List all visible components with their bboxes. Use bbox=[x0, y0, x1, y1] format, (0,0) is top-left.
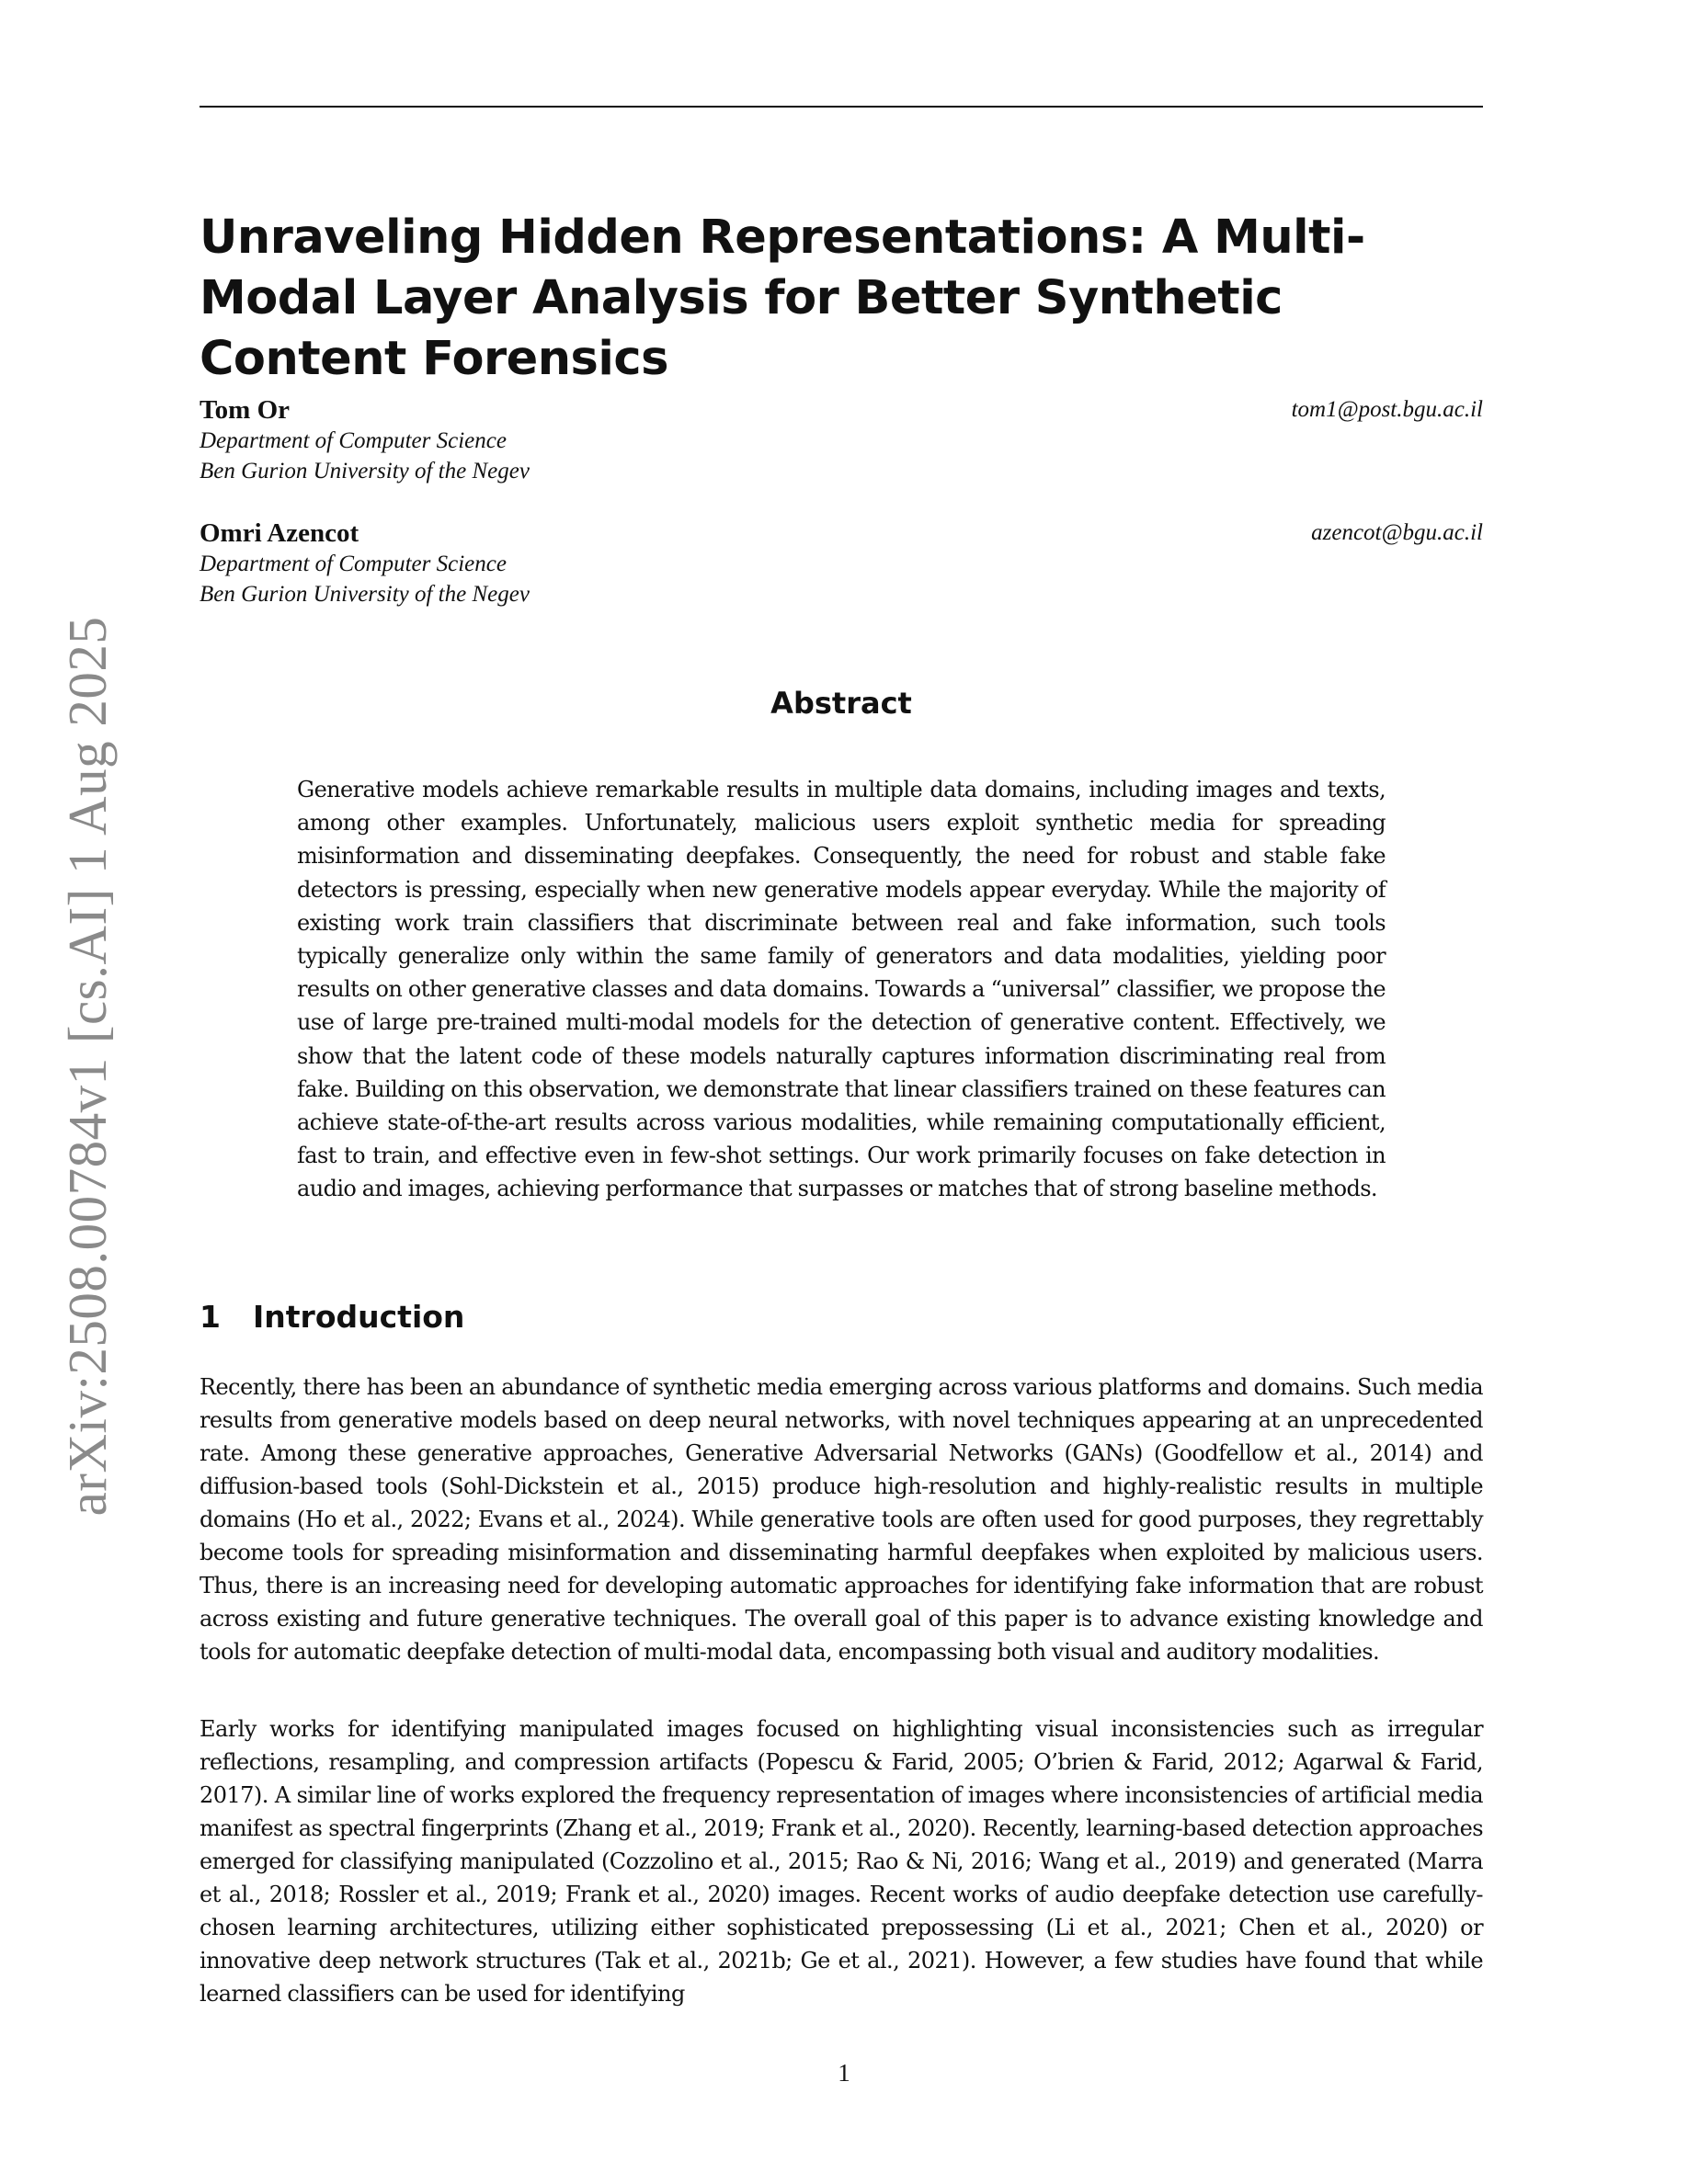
author-email: azencot@bgu.ac.il bbox=[1311, 520, 1483, 545]
section-number: 1 bbox=[200, 1299, 221, 1335]
author-name: Tom Or bbox=[200, 395, 291, 425]
section-heading bbox=[200, 1299, 464, 1336]
author-department: Department of Computer Science bbox=[200, 552, 507, 576]
author-name: Omri Azencot bbox=[200, 518, 359, 548]
author-block-2 bbox=[200, 518, 1483, 609]
section-title: Introduction bbox=[253, 1299, 465, 1335]
intro-paragraph-1: Recently, there has been an abundance of synthetic media emerging across various platforms and domains. Such media results from generative models based on deep neural networks, with novel techniques appearing at an unprecedented rate. Among these generative approaches, Generative Adversarial Networks (GANs) (Goodfellow et al., 2014) and diffusion-based tools (Sohl-Dickstein et al., 2015) produce high-resolution and highly-realistic results in multiple domains (Ho et al., 2022; Evans et al., 2024). While generative tools are often used for good purposes, they regrettably become tools for spreading misinformation and disseminating harmful deepfakes when exploited by malicious users. Thus, there is an increasing need for developing automatic approaches for identifying fake information that are robust across existing and future generative techniques. The overall goal of this paper is to advance existing knowledge and tools for automatic deepfake detection of multi-modal data, encompassing both visual and auditory modalities. bbox=[200, 1374, 1483, 1665]
author-institution: Ben Gurion University of the Negev bbox=[200, 459, 530, 483]
author-institution: Ben Gurion University of the Negev bbox=[200, 582, 530, 607]
page-number: 1 bbox=[838, 2059, 850, 2087]
author-department: Department of Computer Science bbox=[200, 428, 507, 453]
author-email: tom1@post.bgu.ac.il bbox=[1291, 397, 1483, 422]
abstract-text: Generative models achieve remarkable results in multiple data domains, including images and texts, among other examples. Unfortunately, malicious users exploit synthetic media for spreading misinformation and disseminating deepfakes. Consequently, the need for robust and stable fake detectors is pressing, especially when new generative models appear everyday. While the majority of existing work train classifiers that discriminate between real and fake information, such tools typically generalize only within the same family of generators and data modalities, yielding poor results on other generative classes and data domains. Towards a “universal” classifier, we propose the use of large pre-trained multi-modal models for the detection of generative content. Effectively, we show that the latent code of these models naturally captures information discriminating real from fake. Building on this observation, we demonstrate that linear classifiers trained on these features can achieve state-of-the-art results across various modalities, while remaining computationally efficient, fast to train, and effective even in few-shot settings. Our work primarily focuses on fake detection in audio and images, achieving performance that surpasses or matches that of strong baseline methods. bbox=[297, 777, 1386, 1202]
abstract-heading: Abstract bbox=[770, 686, 912, 721]
arxiv-identifier: arXiv:2508.00784v1 [cs.AI] 1 Aug 2025 bbox=[57, 616, 118, 1517]
author-block-1 bbox=[200, 394, 1483, 486]
paper-title: Unraveling Hidden Representations: A Multi-Modal Layer Analysis for Better Synthetic Content Forensics bbox=[200, 210, 1365, 386]
intro-paragraph-2: Early works for identifying manipulated images focused on highlighting visual inconsistencies such as irregular reflections, resampling, and compression artifacts (Popescu & Farid, 2005; O’brien & Farid, 2012; Agarwal & Farid, 2017). A similar line of works explored the frequency representation of images where inconsistencies of artificial media manifest as spectral fingerprints (Zhang et al., 2019; Frank et al., 2020). Recently, learning-based detection approaches emerged for classifying manipulated (Cozzolino et al., 2015; Rao & Ni, 2016; Wang et al., 2019) and generated (Marra et al., 2018; Rossler et al., 2019; Frank et al., 2020) images. Recent works of audio deepfake detection use carefully-chosen learning architectures, utilizing either sophisticated prepossessing (Li et al., 2021; Chen et al., 2020) or innovative deep network structures (Tak et al., 2021b; Ge et al., 2021). However, a few studies have found that while learned classifiers can be used for identifying bbox=[200, 1716, 1483, 2007]
top-rule bbox=[200, 106, 1483, 108]
